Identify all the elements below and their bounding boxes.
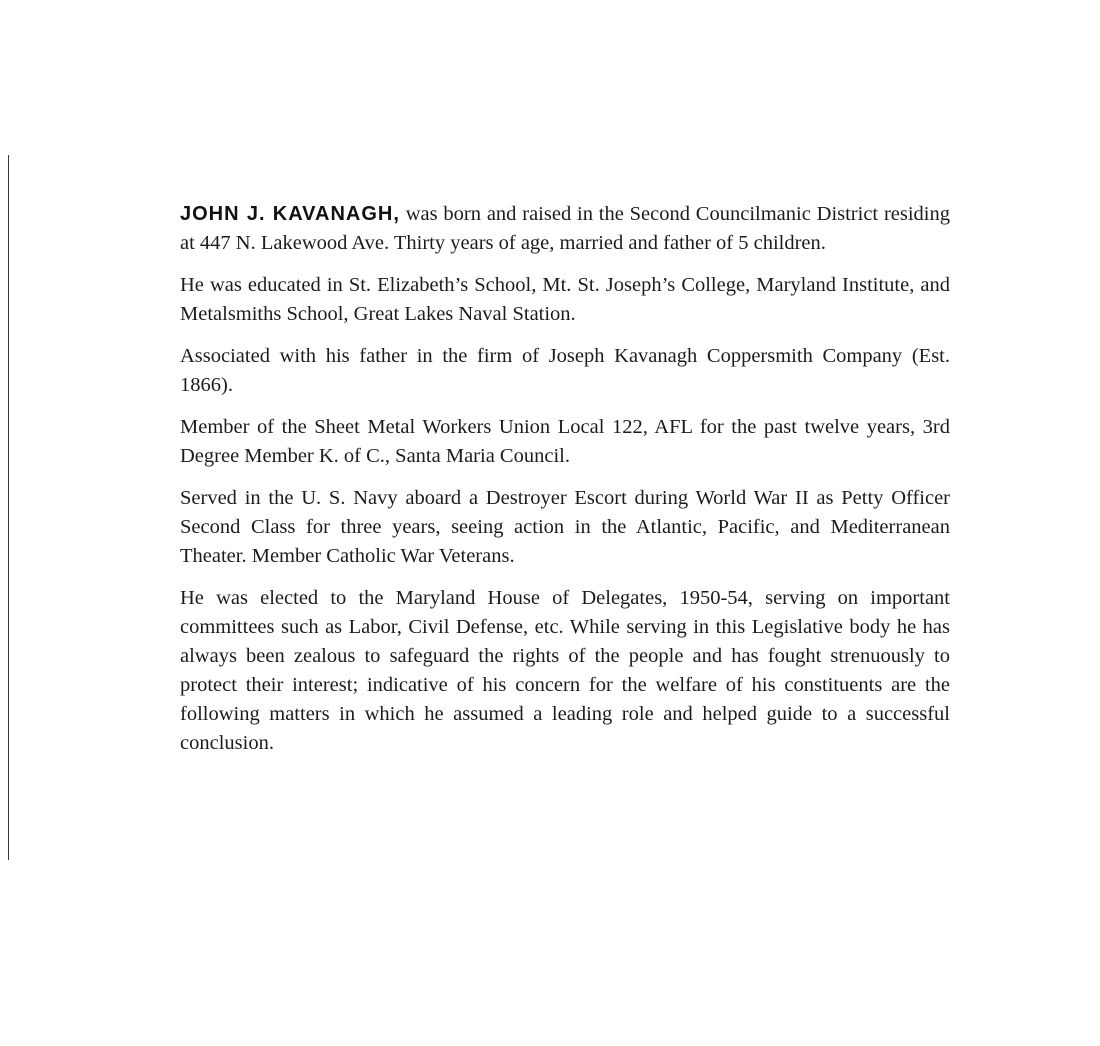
paragraph-military: Served in the U. S. Navy aboard a Destroyer Escort during World War II as Petty Officer Second Class for three years, seeing action in the Atlantic, Pacific, and Mediterranean Theater. Member Catholic War Veterans. xyxy=(180,487,950,567)
paragraph-education: He was educated in St. Elizabeth’s School, Mt. St. Joseph’s College, Maryland Institute, and Metalsmiths School, Great Lakes Naval Station. xyxy=(180,274,950,325)
biography-text xyxy=(180,200,950,771)
paragraph-union: Member of the Sheet Metal Workers Union Local 122, AFL for the past twelve years, 3rd Degree Member K. of C., Santa Maria Council. xyxy=(180,416,950,467)
paragraph-intro xyxy=(180,200,950,258)
subject-name: JOHN J. KAVANAGH, xyxy=(180,203,400,225)
intro-text: was born and raised in the Second Councilmanic District residing at 447 N. Lakewood Ave. Thirty years of age, married and father of 5 children. xyxy=(180,203,950,254)
page-edge-line xyxy=(8,155,9,860)
paragraph-legislative: He was elected to the Maryland House of Delegates, 1950-54, serving on important committees such as Labor, Civil Defense, etc. While serving in this Legislative body he has always been zealous to safeguard the rights of the people and has fought strenuously to protect their interest; indicative of his concern for the welfare of his constituents are the following matters in which he assumed a leading role and helped guide to a successful conclusion. xyxy=(180,587,950,754)
paragraph-business: Associated with his father in the firm of Joseph Kavanagh Coppersmith Company (Est. 1866). xyxy=(180,345,950,396)
